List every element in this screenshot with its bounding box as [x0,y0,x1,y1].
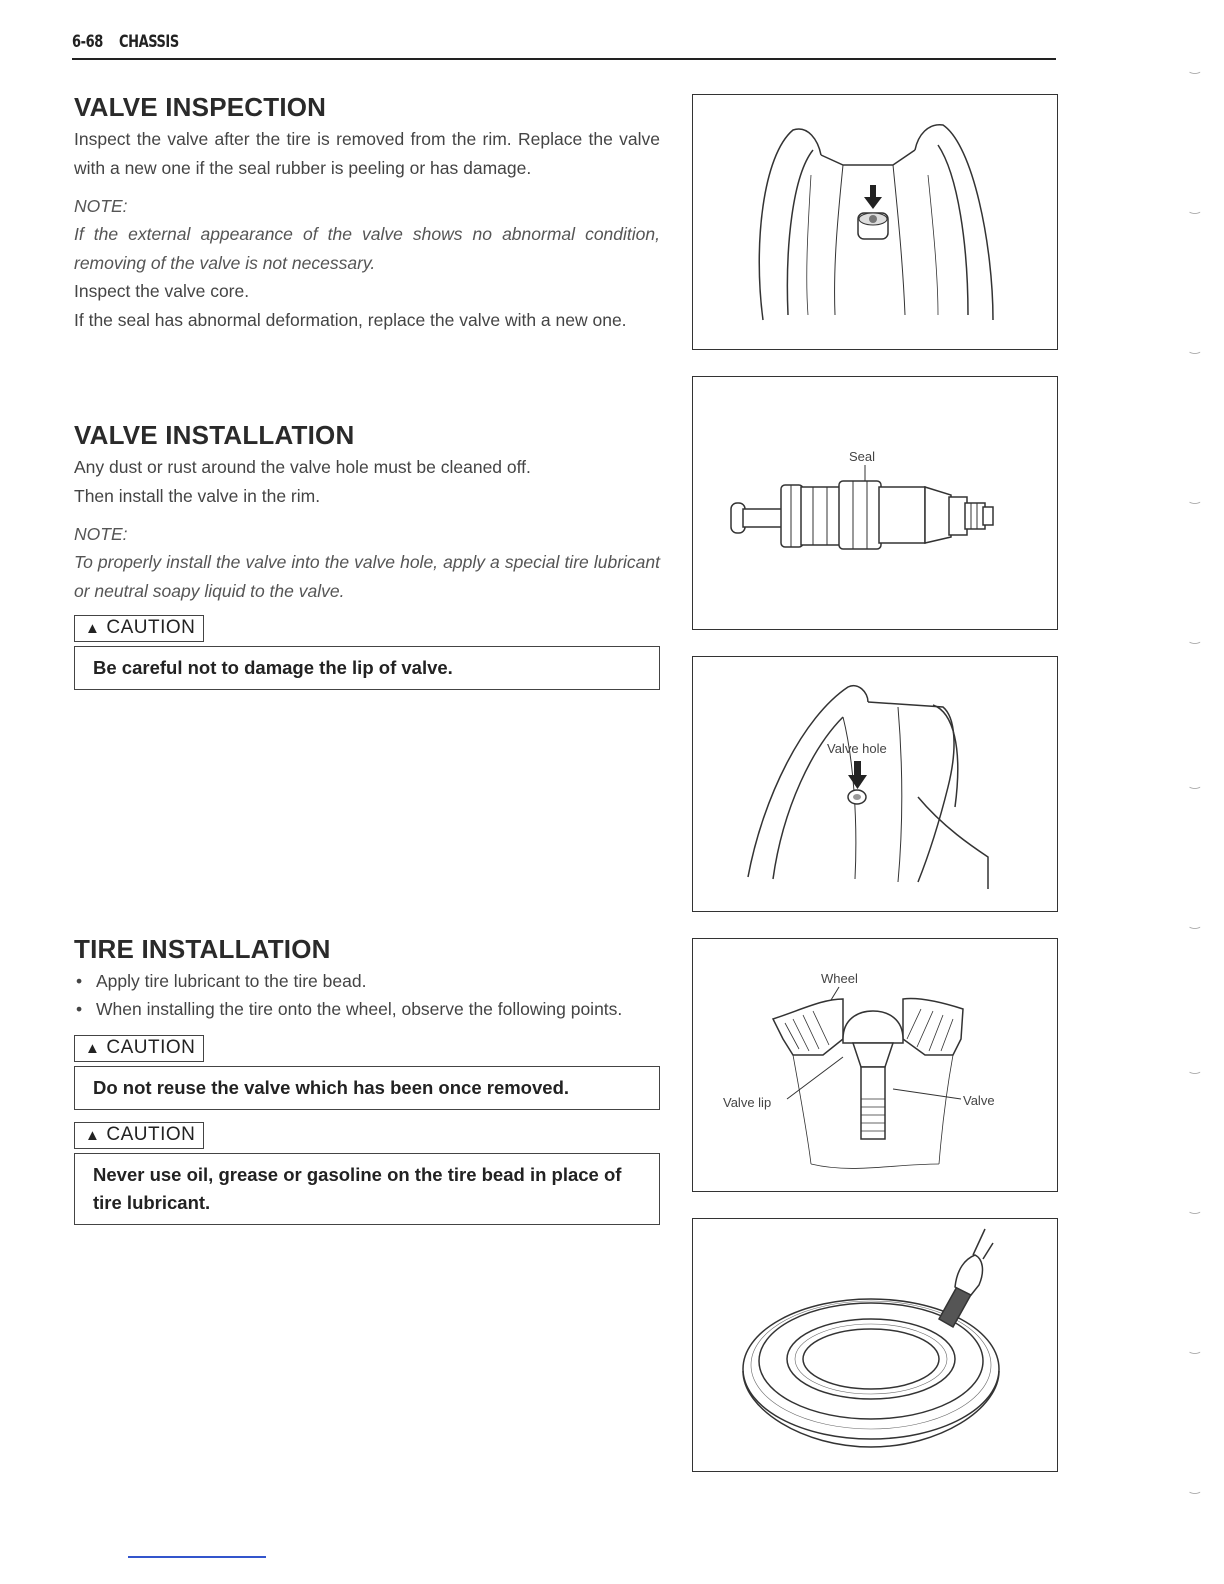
valve-hole-illustration [693,657,1057,911]
valve-hole-label: Valve hole [827,741,887,756]
seal-label: Seal [849,449,876,464]
valve-section-illustration [693,939,1057,1191]
tire-installation-heading: TIRE INSTALLATION [74,934,331,964]
hand-brush-icon [939,1229,993,1327]
valve-seal-illustration [693,377,1057,629]
caution-label: ▲ CAUTION [74,1122,204,1149]
arrow-down-icon [864,185,882,209]
valve-icon [858,213,888,239]
seal-deformation-line: If the seal has abnormal deformation, replace the valve with a new one. [74,309,627,330]
footer-rule [128,1556,266,1558]
valve-lip-label: Valve lip [723,1095,772,1110]
rim-valve-illustration [693,95,1057,349]
note-text: If the external appearance of the valve shows no abnormal condition, removing of the valve is not necessary. [74,224,660,273]
caution-label: ▲ CAUTION [74,1035,204,1062]
valve-inspection-section [74,92,660,334]
page-header [72,32,1056,60]
valve-inspection-heading: VALVE INSPECTION [74,92,327,122]
figure-tire-lubrication [692,1218,1058,1472]
arrow-down-icon [848,761,867,789]
figure-rim-valve [692,94,1058,350]
page-number: 6-68 [72,32,103,52]
note-text: To properly install the valve into the valve hole, apply a special tire lubricant or neutral soapy liquid to the valve. [74,552,660,601]
valve-label: Valve [963,1093,995,1108]
wheel-label: Wheel [821,971,858,986]
section-title: CHASSIS [119,32,179,52]
valve-installation-section [74,420,660,690]
warning-icon: ▲ [85,1040,101,1057]
caution-box: Do not reuse the valve which has been once removed. [74,1066,660,1110]
valve-installation-line2: Then install the valve in the rim. [74,485,321,506]
figure-valve-hole [692,656,1058,912]
figure-valve-seal [692,376,1058,630]
tire-installation-section [74,934,660,1225]
caution-box: Be careful not to damage the lip of valve. [74,646,660,690]
warning-icon: ▲ [85,620,101,637]
list-item: • When installing the tire onto the wheel, observe the following points. [76,999,623,1019]
caution-label: ▲ CAUTION [74,615,204,642]
tire-lubrication-illustration [693,1219,1057,1471]
valve-installation-heading: VALVE INSTALLATION [74,420,355,450]
figure-valve-section [692,938,1058,1192]
valve-installation-line1: Any dust or rust around the valve hole must be cleaned off. [74,457,531,477]
note-label: NOTE: [74,196,128,216]
note-label: NOTE: [74,524,128,544]
valve-inspection-body: Inspect the valve after the tire is removed from the rim. Replace the valve with a new one if the seal rubber is peeling or has damage. [74,129,660,178]
valve-core-line: Inspect the valve core. [74,281,250,301]
caution-box: Never use oil, grease or gasoline on the tire bead in place of tire lubricant. [74,1153,660,1225]
warning-icon: ▲ [85,1127,101,1144]
list-item: • Apply tire lubricant to the tire bead. [76,971,367,991]
